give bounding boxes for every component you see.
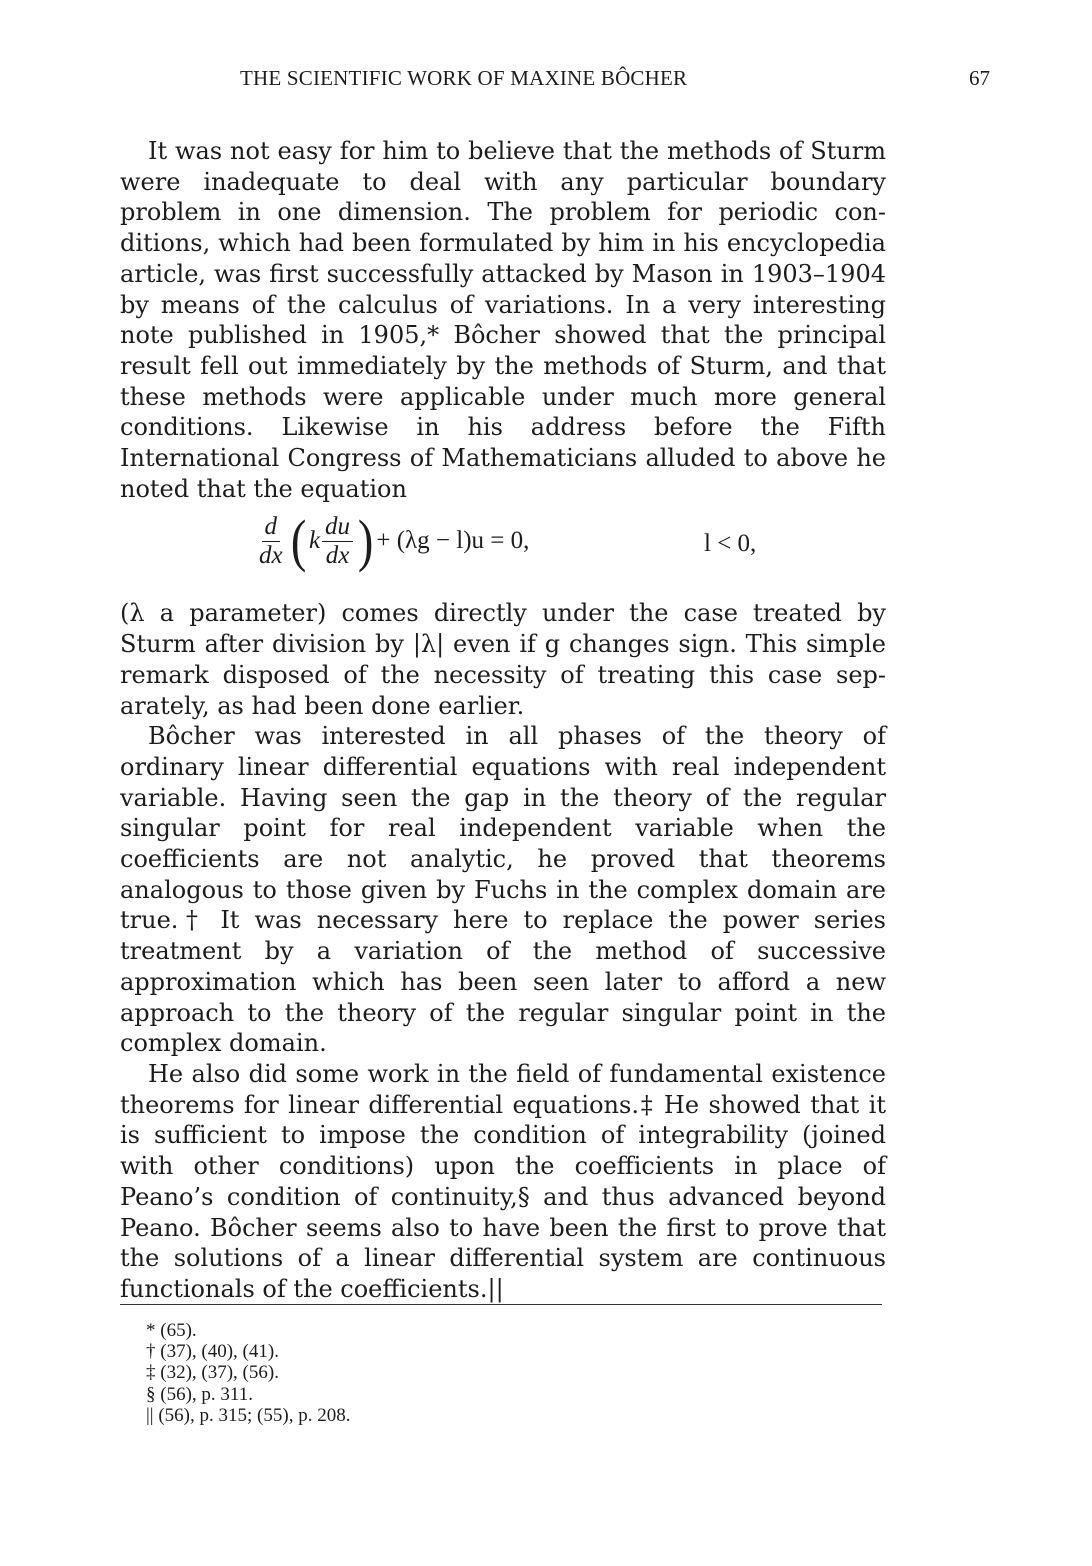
left-paren: ( <box>290 508 307 574</box>
fraction-denominator: dx <box>325 541 350 569</box>
fraction-d-dx <box>256 513 286 570</box>
page-header <box>120 66 992 100</box>
equation-condition: l < 0, <box>704 530 757 558</box>
fraction-denominator: dx <box>259 541 283 569</box>
equation-remainder: + (λg − l)u = 0, <box>376 527 530 555</box>
paragraph-existence-theorems: He also did some work in the field of fundamental existence theorems for linear differential equations.‡ He showed that it is sufficient to impose the condition of integrability (joined with other conditions) upon the coefficients in place of Peano’s condition of continuity,§ and thus advanced beyond Peano. Bôcher seems also to have been the first to prove that the solutions of a linear differential system are continuous functionals of the coefficients.|| <box>120 1059 886 1303</box>
page-number: 67 <box>969 66 990 90</box>
running-title: THE SCIENTIFIC WORK OF MAXINE BÔCHER <box>240 66 688 90</box>
paragraph-sturm-methods: It was not easy for him to believe that the methods of Sturm were inadequate to deal with any particular boundary problem in one dimension. The problem for periodic conditions, which had been formulated by him in his encyclopedia article, was first successfully attacked by Mason in 1903–1904 by means of the calculus of variations. In a very interesting note published in 1905,* Bôcher showed that the principal result fell out immediately by the methods of Sturm, and that these methods were applicable under much more general conditions. Likewise in his address before the Fifth International Congress of Mathematicians alluded to above he noted that the equation <box>120 137 886 503</box>
footnote-divider <box>120 1304 882 1305</box>
footnote-item: * (65). <box>146 1320 197 1341</box>
fraction-du-dx <box>322 513 353 570</box>
fraction-numerator: d <box>262 513 281 542</box>
coefficient-k: k <box>308 527 321 555</box>
footnotes <box>146 1320 350 1426</box>
footnote-item: ‡ (32), (37), (56). <box>146 1362 279 1384</box>
equation-main <box>254 508 530 574</box>
footnote-item: § (56), p. 311. <box>146 1383 253 1405</box>
body-text <box>120 136 886 1305</box>
paragraph-lambda-parameter: (λ a parameter) comes directly under the case treated by Sturm after division by |λ| even if g changes sign. This simple remark disposed of the necessity of treating this case separately, as had been done earlier. <box>120 599 886 720</box>
paragraph-ordinary-linear: Bôcher was interested in all phases of the theory of ordinary linear differential equations with real independent variable. Having seen the gap in the theory of the regular singular point for real independent variable when the coefficients are not analytic, he proved that theorems analogous to those given by Fuchs in the complex domain are true.† It was necessary here to replace the power series treatment by a variation of the method of successive approximation which has been seen later to afford a new approach to the theory of the regular singular point in the complex domain. <box>120 722 886 1058</box>
display-equation <box>120 504 886 598</box>
right-paren: ) <box>357 508 374 574</box>
footnote-item: † (37), (40), (41). <box>146 1341 279 1363</box>
fraction-numerator: du <box>322 513 353 542</box>
footnote-item: || (56), p. 315; (55), p. 208. <box>146 1404 351 1426</box>
